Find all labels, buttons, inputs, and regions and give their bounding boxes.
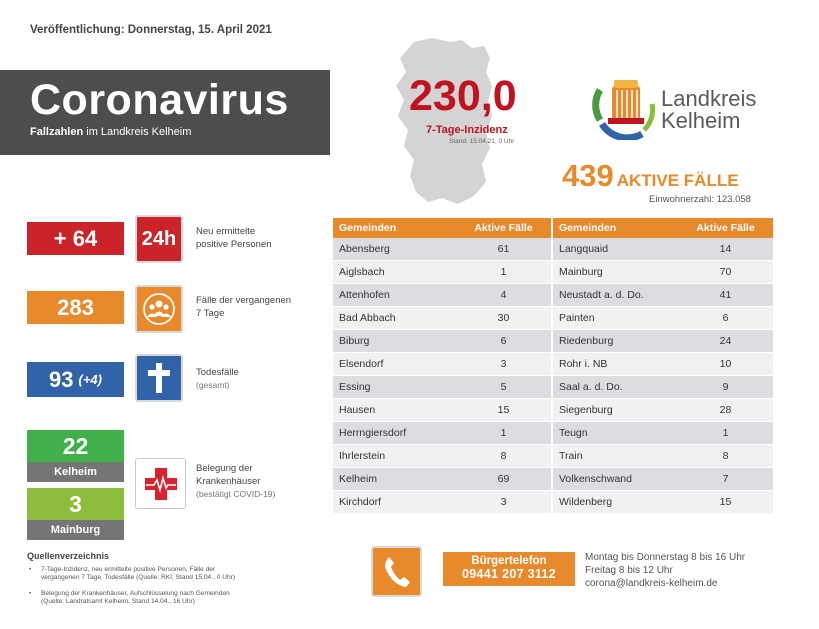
table-header-row [333,218,773,238]
municipality-name: Elsendorf [333,353,456,376]
active-count: 439 [562,158,614,193]
col-header-municipality: Gemeinden [553,218,678,238]
hours-line1: Montag bis Donnerstag 8 bis 16 Uhr [585,552,746,563]
col-header-active: Aktive Fälle [456,218,551,238]
municipality-name: Hausen [333,399,456,422]
phone-icon [371,546,422,597]
subtitle-rest: im Landkreis Kelheim [83,126,192,138]
active-label: AKTIVE FÄLLE [616,171,739,190]
hotline-number[interactable]: 09441 207 3112 [462,567,556,581]
subtitle-bold: Fallzahlen [30,126,84,138]
active-cases-cell: 3 [456,353,551,376]
active-cases-cell: 28 [678,399,773,422]
active-cases-cell: 9 [678,376,773,399]
desc-line: (gesamt) [196,380,230,390]
table-body [333,238,773,514]
hospital-mainburg-label: Mainburg [27,520,124,540]
table-row [333,284,773,307]
active-cases-cell: 41 [678,284,773,307]
hotline-box [443,552,575,586]
hospital-cross-icon [135,458,186,509]
new-cases-value: + 64 [27,222,124,255]
active-cases-cell: 8 [678,445,773,468]
active-cases [562,158,739,194]
col-header-municipality: Gemeinden [333,218,456,238]
municipality-name: Neustadt a. d. Do. [553,284,678,307]
incidence-label: 7-Tage-Inzidenz [426,124,508,136]
municipality-name: Rohr i. NB [553,353,678,376]
municipality-name: Volkenschwand [553,468,678,491]
active-cases-cell: 30 [456,307,551,330]
logo-line1: Landkreis [661,86,757,111]
table-row [333,261,773,284]
hotline-hours [585,551,745,590]
active-cases-cell: 15 [678,491,773,514]
municipality-name: Herrngiersdorf [333,422,456,445]
hospital-description [196,462,275,501]
district-map-image [392,36,494,206]
hospital-kelheim-label: Kelheim [27,462,124,482]
population: Einwohnerzahl: 123.058 [649,194,751,205]
desc-line: Todesfälle [196,367,239,378]
active-cases-cell: 10 [678,353,773,376]
active-cases-cell: 61 [456,238,551,261]
active-cases-cell: 5 [456,376,551,399]
cross-icon [135,354,183,402]
landkreis-logo-icon [592,68,658,140]
municipality-name: Siegenburg [553,399,678,422]
desc-line: Krankenhäuser [196,476,261,487]
municipality-name: Aiglsbach [333,261,456,284]
desc-line: Fälle der vergangenen [196,295,292,306]
table-row [333,238,773,261]
municipality-name: Train [553,445,678,468]
municipality-name: Riedenburg [553,330,678,353]
active-cases-cell: 1 [678,422,773,445]
active-cases-cell: 1 [456,422,551,445]
municipality-name: Kirchdorf [333,491,456,514]
municipality-table-wrap [333,218,773,514]
municipality-name: Ihrlerstein [333,445,456,468]
table-row [333,330,773,353]
logo-line2: Kelheim [661,108,741,133]
deaths-count: 93 [49,366,74,392]
hospital-mainburg-value: 3 [27,488,124,520]
table-row [333,307,773,330]
active-cases-cell: 4 [456,284,551,307]
municipality-name: Saal a. d. Do. [553,376,678,399]
table-row [333,353,773,376]
deaths-delta: (+4) [78,372,102,387]
active-cases-cell: 15 [456,399,551,422]
page-subtitle [30,126,191,138]
municipality-name: Attenhofen [333,284,456,307]
active-cases-cell: 6 [678,307,773,330]
sources-heading: Quellenverzeichnis [27,551,110,561]
logo-text [661,88,756,132]
municipality-name: Bad Abbach [333,307,456,330]
page-title: Coronavirus [30,76,289,124]
publication-date: Veröffentlichung: Donnerstag, 15. April 2021 [30,24,272,36]
municipality-name: Biburg [333,330,456,353]
table-row [333,468,773,491]
deaths-value [27,362,124,397]
seven-day-description [196,294,291,320]
hours-line2: Freitag 8 bis 12 Uhr [585,565,673,576]
source-item: • 7-Tage-Inzidenz, neu ermittelte positive Personen, Fälle der vergangenen 7 Tage, Todesfälle (Quelle: RKI, Stand 15.04., 0 Uhr) [27,566,237,582]
seven-day-value: 283 [27,291,124,324]
people-group-icon [135,285,183,333]
table-row [333,445,773,468]
incidence-stand: Stand: 15.04.21, 0 Uhr [449,138,515,145]
municipality-name: Langquaid [553,238,678,261]
active-cases-cell: 7 [678,468,773,491]
active-cases-cell: 24 [678,330,773,353]
municipality-name: Mainburg [553,261,678,284]
hotline-title: Bürgertelefon [471,555,547,567]
deaths-description [196,366,239,392]
active-cases-cell: 3 [456,491,551,514]
municipality-name: Abensberg [333,238,456,261]
col-header-active: Aktive Fälle [678,218,773,238]
desc-line: (bestätigt COVID-19) [196,489,276,499]
desc-line: Belegung der [196,463,253,474]
table-row [333,491,773,514]
active-cases-cell: 1 [456,261,551,284]
municipality-name: Essing [333,376,456,399]
table-row [333,399,773,422]
source-item: • Belegung der Krankenhäuser, Aufschlüsselung nach Gemeinden (Quelle: Landratsamt Kelheim, Stand 14.04., 16 Uhr) [27,590,237,606]
incidence-value: 230,0 [409,72,517,120]
municipality-name: Wildenberg [553,491,678,514]
hospital-kelheim-value: 22 [27,430,124,462]
table-row [333,376,773,399]
sources-list [27,566,237,614]
desc-line: positive Personen [196,239,272,250]
active-cases-cell: 14 [678,238,773,261]
24h-icon: 24h [135,215,183,263]
active-cases-cell: 6 [456,330,551,353]
municipality-table [333,218,773,514]
new-cases-description [196,225,272,251]
table-row [333,422,773,445]
municipality-name: Painten [553,307,678,330]
active-cases-cell: 69 [456,468,551,491]
municipality-name: Kelheim [333,468,456,491]
hotline-email[interactable]: corona@landkreis-kelheim.de [585,578,718,589]
desc-line: Neu ermittelte [196,226,256,237]
municipality-name: Teugn [553,422,678,445]
desc-line: 7 Tage [196,308,225,319]
active-cases-cell: 70 [678,261,773,284]
active-cases-cell: 8 [456,445,551,468]
